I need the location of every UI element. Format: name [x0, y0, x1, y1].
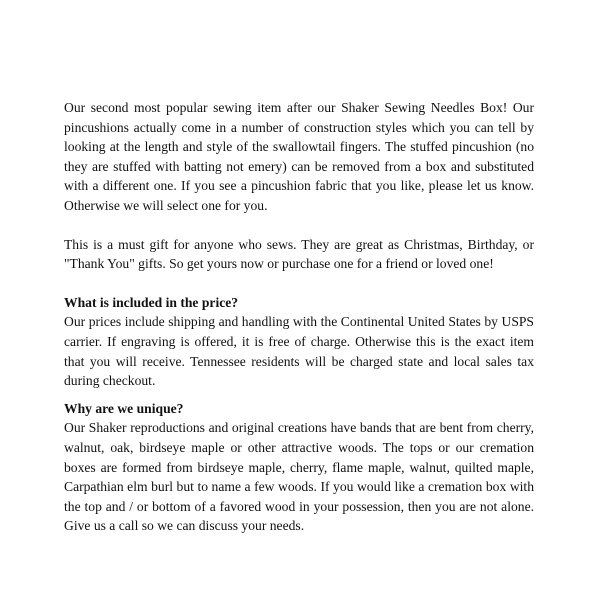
intro-paragraph: Our second most popular sewing item after our Shaker Sewing Needles Box! Our pincushions actually come in a number of construction styles which you can tell by looking at the length and style of the swallowtail fingers. The stuffed pincushion (no they are stuffed with batting not emery) can be removed from a box and substituted with a different one. If you see a pincushion fabric that you like, please let us know. Otherwise we will select one for you.	[64, 100, 534, 213]
spacer	[64, 216, 534, 235]
spacer	[64, 391, 534, 399]
gift-paragraph: This is a must gift for anyone who sews. They are great as Christmas, Birthday, or "Thank You" gifts. So get yours now or purchase one for a friend or loved one!	[64, 236, 534, 272]
section-body-unique: Our Shaker reproductions and original creations have bands that are bent from cherry, walnut, oak, birdseye maple or other attractive woods. The tops or our cremation boxes are formed from birdseye maple, cherry, flame maple, walnut, quilted maple, Carpathian elm burl but to name a few woods. If you would like a cremation box with the top and / or bottom of a favored wood in your possession, then you are not alone. Give us a call so we can discuss your needs.	[64, 420, 534, 534]
section-unique	[64, 399, 534, 536]
section-heading-unique: Why are we unique?	[64, 400, 184, 416]
section-price	[64, 293, 534, 391]
spacer	[64, 274, 534, 293]
section-heading-price: What is included in the price?	[64, 294, 239, 310]
product-description	[64, 98, 534, 536]
section-body-price: Our prices include shipping and handling with the Continental United States by USPS carrier. If engraving is offered, it is free of charge. Otherwise this is the exact item that you will receive. Tennessee residents will be charged state and local sales tax during checkout.	[64, 314, 534, 389]
